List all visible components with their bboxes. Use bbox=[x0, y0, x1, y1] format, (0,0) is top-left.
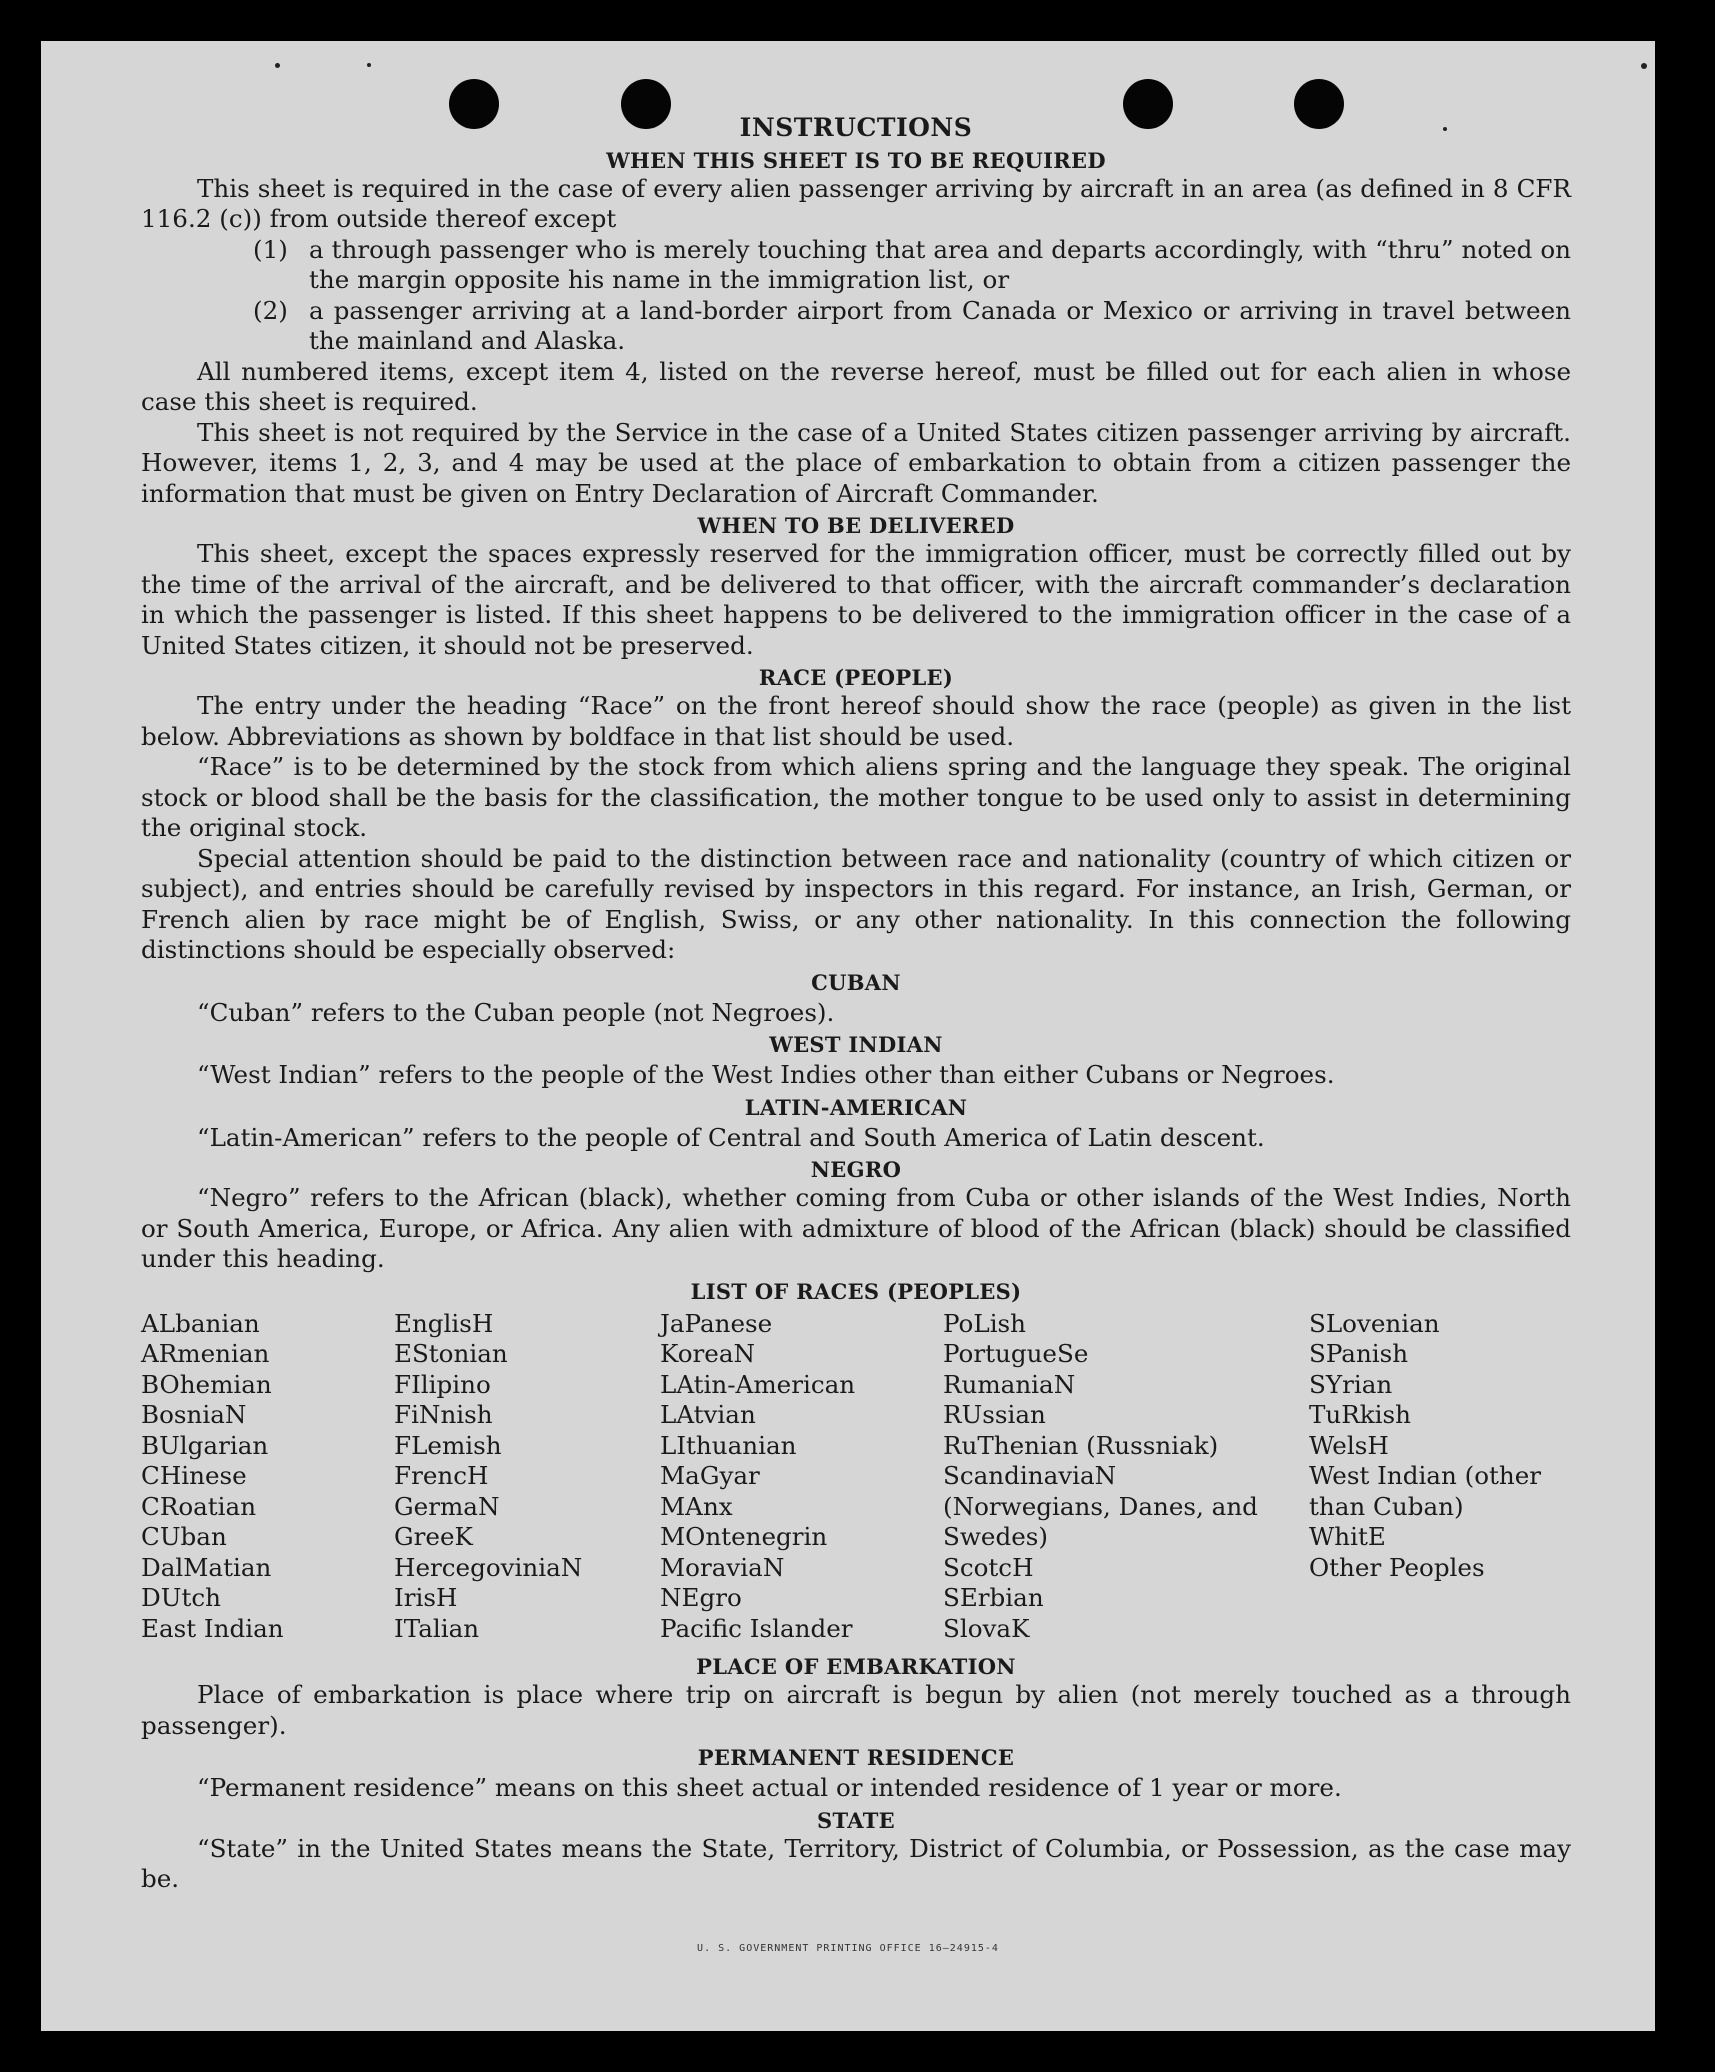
heading-when-delivered: WHEN TO BE DELIVERED bbox=[697, 513, 1015, 538]
race-entry: FrencH bbox=[394, 1461, 489, 1490]
heading-latin-american: LATIN-AMERICAN bbox=[744, 1094, 968, 1120]
embarkation-text: Place of embarkation is place where trip on aircraft is begun by alien (not merely touched as a through passenger). bbox=[141, 1680, 1571, 1740]
heading-cuban: CUBAN bbox=[811, 969, 901, 995]
race-entry: GermaN bbox=[394, 1491, 500, 1521]
item-text: a through passenger who is merely touching that area and departs accordingly, with “thru” noted on the margin opposite his name in the immigration list, or bbox=[309, 234, 1571, 294]
race-entry: ARmenian bbox=[141, 1339, 270, 1368]
race-entry: JaPanese bbox=[660, 1308, 773, 1338]
when-required-para3: This sheet is not required by the Service in the case of a United States citizen passenger arriving by aircraft. However, items 1, 2, 3, and 4 may be used at the place of embarkation to obtain from a citizen passenger the information that must be given on Entry Declaration of Aircraft Commander. bbox=[141, 417, 1571, 508]
race-entry: MOntenegrin bbox=[660, 1522, 828, 1551]
race-entry: WhitE bbox=[1309, 1522, 1386, 1551]
race-entry: Other Peoples bbox=[1309, 1552, 1485, 1582]
print-speck bbox=[367, 63, 371, 67]
item-number: (2) bbox=[253, 295, 288, 325]
heading-when-required: WHEN THIS SHEET IS TO BE REQUIRED bbox=[606, 147, 1106, 173]
race-entry: FIlipino bbox=[394, 1369, 491, 1399]
item-number: (1) bbox=[253, 234, 288, 264]
race-entry: KoreaN bbox=[660, 1339, 756, 1368]
heading-west-indian: WEST INDIAN bbox=[769, 1032, 943, 1057]
race-entry: EStonian bbox=[394, 1339, 508, 1368]
negro-definition: “Negro” refers to the African (black), whether coming from Cuba or other islands of the West Indies, North or South America, Europe, or Africa. Any alien with admixture of blood of the African (black) should be classified under this heading. bbox=[141, 1183, 1571, 1273]
race-entry: WelsH bbox=[1309, 1430, 1389, 1460]
race-entry: BUlgarian bbox=[141, 1430, 269, 1460]
race-entry: East Indian bbox=[141, 1613, 284, 1643]
race-entry: DalMatian bbox=[141, 1552, 272, 1582]
heading-race: RACE (PEOPLE) bbox=[758, 665, 954, 690]
race-entry: SErbian bbox=[943, 1583, 1044, 1612]
heading-state: STATE bbox=[817, 1807, 895, 1833]
race-entry: LIthuanian bbox=[660, 1430, 797, 1460]
print-speck bbox=[275, 63, 280, 68]
race-column-1 bbox=[141, 1309, 394, 1645]
instructions-content bbox=[141, 113, 1571, 1895]
race-entry: SPanish bbox=[1309, 1339, 1409, 1368]
race-para2: “Race” is to be determined by the stock from which aliens spring and the language they speak. The original stock or blood shall be the basis for the classification, the mother tongue to be used only to assist in determining the original stock. bbox=[141, 752, 1571, 842]
heading-negro: NEGRO bbox=[810, 1157, 902, 1182]
heading-embarkation: PLACE OF EMBARKATION bbox=[696, 1654, 1016, 1679]
race-entry: SLovenian bbox=[1309, 1308, 1440, 1338]
race-column-3 bbox=[660, 1309, 943, 1645]
race-column-5 bbox=[1309, 1309, 1571, 1645]
exception-item-1 bbox=[253, 235, 1571, 296]
race-column-2 bbox=[394, 1309, 660, 1645]
race-entry: NEgro bbox=[660, 1583, 742, 1612]
race-entry: LAtin-American bbox=[660, 1369, 856, 1399]
heading-list-of-races: LIST OF RACES (PEOPLES) bbox=[690, 1278, 1022, 1304]
race-entry: FLemish bbox=[394, 1430, 502, 1460]
race-entry: EnglisH bbox=[394, 1308, 494, 1338]
race-entry: CUban bbox=[141, 1522, 227, 1551]
race-column-4 bbox=[943, 1309, 1309, 1645]
race-entry: ITalian bbox=[394, 1613, 480, 1643]
heading-permanent-residence: PERMANENT RESIDENCE bbox=[697, 1745, 1015, 1770]
race-entry: RumaniaN bbox=[943, 1369, 1076, 1399]
printing-office-footer: U. S. GOVERNMENT PRINTING OFFICE 16—24915-4 bbox=[697, 1943, 999, 1954]
exception-item-2 bbox=[253, 296, 1571, 357]
race-entry: West Indian (other than Cuban) bbox=[1309, 1461, 1542, 1521]
race-entry: HercegoviniaN bbox=[394, 1552, 583, 1582]
race-entry: ScotcH bbox=[943, 1552, 1034, 1582]
cuban-definition: “Cuban” refers to the Cuban people (not Negroes). bbox=[197, 997, 835, 1027]
race-entry: CRoatian bbox=[141, 1491, 257, 1521]
when-required-intro: This sheet is required in the case of every alien passenger arriving by aircraft in an area (as defined in 8 CFR 116.2 (c)) from outside thereof except bbox=[141, 173, 1571, 233]
state-text: “State” in the United States means the State, Territory, District of Columbia, or Possession, as the case may be. bbox=[141, 1833, 1571, 1893]
race-entry: DUtch bbox=[141, 1583, 221, 1612]
race-entry: SlovaK bbox=[943, 1613, 1030, 1643]
west-indian-definition: “West Indian” refers to the people of the West Indies other than either Cubans or Negroes. bbox=[197, 1060, 1335, 1089]
race-entry: FiNnish bbox=[394, 1400, 493, 1429]
when-required-para2: All numbered items, except item 4, listed on the reverse hereof, must be filled out for each alien in whose case this sheet is required. bbox=[141, 356, 1571, 416]
race-entry: RuThenian (Russniak) bbox=[943, 1430, 1219, 1460]
race-entry: CHinese bbox=[141, 1461, 247, 1490]
page-title: INSTRUCTIONS bbox=[739, 113, 973, 142]
race-list bbox=[141, 1309, 1571, 1645]
race-entry: IrisH bbox=[394, 1583, 458, 1612]
race-entry: BosniaN bbox=[141, 1400, 247, 1429]
when-delivered-text: This sheet, except the spaces expressly reserved for the immigration officer, must be correctly filled out by the time of the arrival of the aircraft, and be delivered to that officer, with the aircraft commander’s declaration in which the passenger is listed. If this sheet happens to be delivered to the immigration officer in the case of a United States citizen, it should not be preserved. bbox=[141, 539, 1571, 660]
race-para3: Special attention should be paid to the distinction between race and nationality (country of which citizen or subject), and entries should be carefully revised by inspectors in this regard. For instance, an Irish, German, or French alien by race might be of English, Swiss, or any other nationality. In this connection the following distinctions should be especially observed: bbox=[141, 843, 1571, 964]
race-entry: MoraviaN bbox=[660, 1552, 785, 1582]
race-entry: LAtvian bbox=[660, 1400, 756, 1429]
race-entry: MAnx bbox=[660, 1491, 733, 1521]
race-entry: SYrian bbox=[1309, 1369, 1393, 1399]
print-speck bbox=[1641, 63, 1647, 69]
race-entry: PoLish bbox=[943, 1308, 1027, 1338]
residence-text: “Permanent residence” means on this sheet actual or intended residence of 1 year or more. bbox=[197, 1773, 1342, 1802]
race-para1: The entry under the heading “Race” on the front hereof should show the race (people) as given in the list below. Abbreviations as shown by boldface in that list should be used. bbox=[141, 691, 1571, 751]
race-entry: ScandinaviaN (Norwegians, Danes, and Swedes) bbox=[943, 1461, 1258, 1551]
race-entry: GreeK bbox=[394, 1522, 473, 1551]
item-text: a passenger arriving at a land-border airport from Canada or Mexico or arriving in travel between the mainland and Alaska. bbox=[309, 295, 1571, 355]
latin-american-definition: “Latin-American” refers to the people of Central and South America of Latin descent. bbox=[197, 1122, 1265, 1152]
race-entry: BOhemian bbox=[141, 1369, 272, 1399]
race-entry: MaGyar bbox=[660, 1461, 760, 1490]
race-entry: TuRkish bbox=[1309, 1400, 1411, 1429]
race-entry: RUssian bbox=[943, 1400, 1046, 1429]
race-entry: Pacific Islander bbox=[660, 1613, 853, 1643]
race-entry: PortugueSe bbox=[943, 1339, 1089, 1368]
race-entry: ALbanian bbox=[141, 1308, 260, 1338]
document-sheet bbox=[41, 41, 1655, 2031]
